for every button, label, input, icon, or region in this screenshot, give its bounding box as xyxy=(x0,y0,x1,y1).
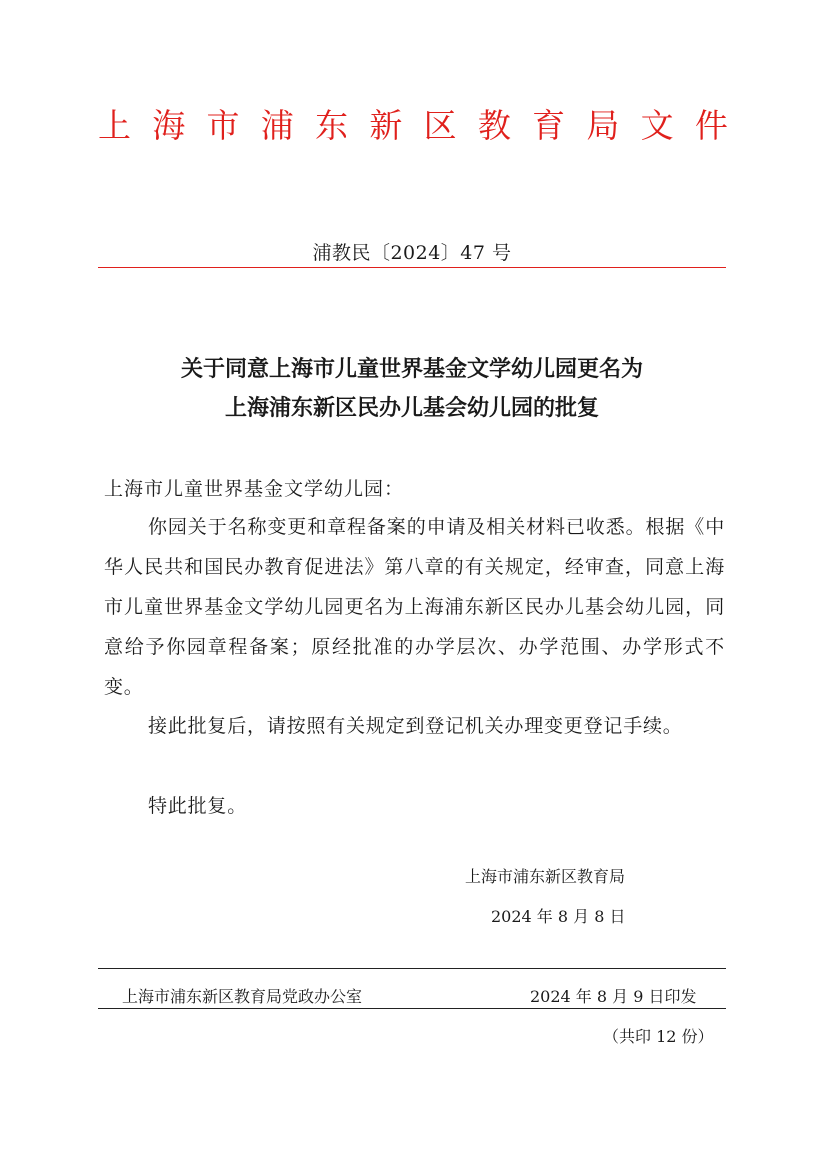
copies-count: （共印 12 份） xyxy=(603,1027,714,1046)
document-header-title xyxy=(98,98,728,148)
header-char: 区 xyxy=(423,105,457,145)
header-char: 文 xyxy=(640,105,674,145)
subject-line-1: 关于同意上海市儿童世界基金文学幼儿园更名为 xyxy=(180,357,643,382)
header-char: 上 xyxy=(98,105,131,145)
header-char: 件 xyxy=(694,105,728,145)
footer-bottom-rule xyxy=(98,1008,726,1009)
subject-line-2: 上海浦东新区民办儿基会幼儿园的批复 xyxy=(224,396,599,421)
footer-top-rule xyxy=(98,968,726,969)
issuer-name: 上海市浦东新区教育局 xyxy=(465,867,626,886)
header-char: 育 xyxy=(532,105,566,145)
body-paragraph-1: 你园关于名称变更和章程备案的申请及相关材料已收悉。根据《中华人民共和国民办教育促进法》第八章的有关规定，经审查，同意上海市儿童世界基金文学幼儿园更名为上海浦东新区民办儿基会幼儿园，同意给予你园章程备案；原经批准的办学层次、办学范围、办学形式不变。 xyxy=(104,516,725,698)
red-divider xyxy=(98,267,726,268)
body-paragraph-2: 接此批复后，请按照有关规定到登记机关办理变更登记手续。 xyxy=(148,715,683,737)
document-subject xyxy=(98,350,726,428)
header-char: 海 xyxy=(152,105,186,145)
footer-print-date: 2024 年 8 月 9 日印发 xyxy=(530,987,697,1006)
header-char: 教 xyxy=(477,105,511,145)
header-char: 新 xyxy=(369,105,403,145)
signature-date: 2024 年 8 月 8 日 xyxy=(491,907,626,926)
header-char: 市 xyxy=(206,105,240,145)
header-char: 浦 xyxy=(260,105,294,145)
body-paragraph-3: 特此批复。 xyxy=(148,795,248,817)
addressee: 上海市儿童世界基金文学幼儿园： xyxy=(104,478,405,500)
header-char: 局 xyxy=(586,105,620,145)
footer-office: 上海市浦东新区教育局党政办公室 xyxy=(122,987,363,1006)
header-char: 东 xyxy=(315,105,349,145)
document-number: 浦教民〔2024〕47 号 xyxy=(312,242,512,264)
